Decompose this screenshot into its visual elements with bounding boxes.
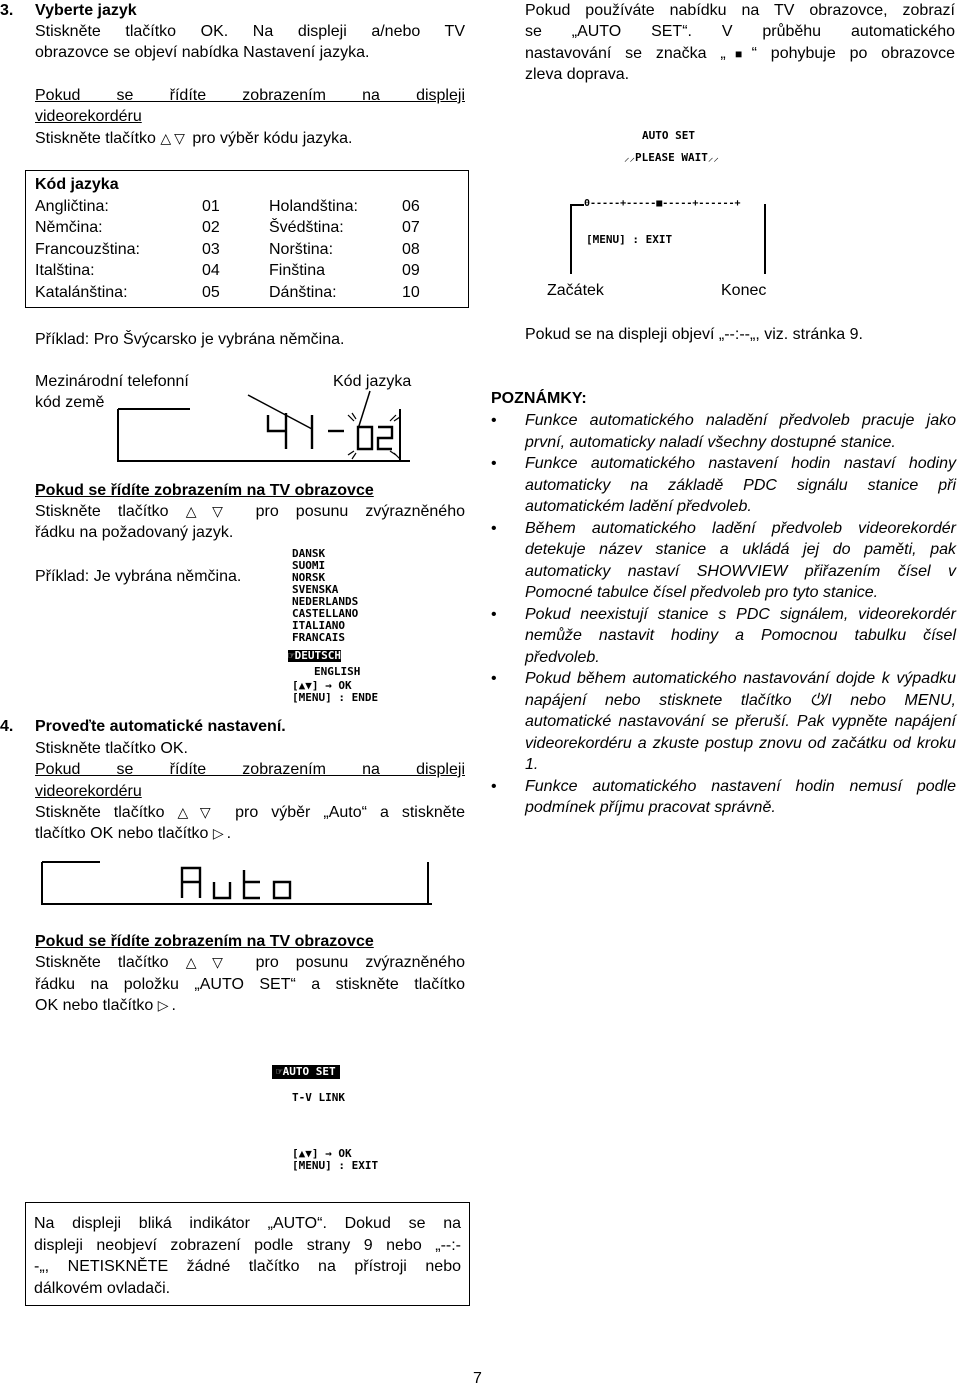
display-note: Pokud se na displeji objeví „--:--„, viz. stránka 9. [525, 326, 863, 343]
osd-language-item: ITALIANO [292, 619, 345, 632]
step3-tv-instr-pre: Stiskněte tlačítko [35, 503, 169, 520]
osd-language-item: ENGLISH [314, 664, 361, 678]
step4-vcr-heading: Pokud se řídíte zobrazením na displeji [35, 761, 465, 778]
step4-line1: Stiskněte tlačítko OK. [35, 740, 188, 757]
step3-tv-instr-post: pro posunu zvýrazněného [255, 503, 465, 520]
language-code-cell: Holandština: [269, 197, 358, 215]
osd-auto-set-nav: [▲▼] → OK [292, 1146, 352, 1160]
step3-example: Příklad: Pro Švýcarsko je vybrána němčina. [35, 331, 345, 348]
language-code-cell: Němčina: [35, 219, 103, 236]
language-code-cell: 08 [402, 240, 420, 258]
osd-please-wait-text: PLEASE WAIT [635, 151, 708, 164]
lcd-language-diagram [100, 385, 440, 480]
step4-tv-heading: Pokud se řídíte zobrazením na TV obrazovce [35, 933, 374, 950]
note-line-4: dálkovém ovladači. [34, 1279, 171, 1297]
osd-language-item: NEDERLANDS [292, 595, 359, 608]
language-code-row [35, 196, 442, 218]
language-code-cell: Katalánština: [35, 283, 128, 301]
step3-vcr-instr-post: pro výběr kódu jazyka. [192, 130, 353, 147]
note-line-1: Na displeji bliká indikátor „AUTO“. Dokud se na [34, 1215, 461, 1232]
osd-language-item: SUOMI [292, 559, 326, 572]
step4-title: Proveďte automatické nastavení. [35, 718, 286, 735]
up-down-arrows-icon: △▽ [185, 503, 239, 519]
step3-tv-heading: Pokud se řídíte zobrazením na TV obrazovce [35, 482, 374, 499]
step4-instr-pre: Stiskněte tlačítko [35, 804, 165, 821]
country-code-label-2: kód země [35, 394, 105, 411]
note-item: • Pokud neexistují stanice s PDC signálem, videorekordér nemůže nastavit hodiny a Pomocnou tabulku čísel předvoleb. [491, 604, 956, 669]
language-code-cell: Angličtina: [35, 197, 109, 215]
notes-title: POZNÁMKY: [491, 390, 587, 407]
osd-language-item [288, 650, 341, 662]
note-item: • Během automatického ladění předvoleb videorekordér detekuje název stanice a ukládá jej do paměti, pak automaticky nastaví SHOWVIEW přiřazením čísel v Pomocné tabulce čísel předvoleb pro tyto stanice. [491, 518, 956, 604]
up-down-arrows-icon: △▽ [185, 954, 239, 970]
osd-language-list [288, 548, 408, 678]
step3-line2: obrazovce se objeví nabídka Nastavení jazyka. [35, 44, 370, 61]
progress-end-line [764, 204, 766, 274]
language-code-cell: 09 [402, 262, 420, 279]
osd-tv-link: T-V LINK [292, 1090, 345, 1104]
osd-progress-menu: [MENU] : EXIT [586, 233, 673, 246]
right-intro-1: Pokud používáte nabídku na TV obrazovce, zobrazí [525, 2, 955, 19]
language-code-cell: Dánština: [269, 283, 337, 301]
language-code-cell: 10 [402, 283, 420, 301]
step4-vcr-heading-2: videorekordéru [35, 783, 142, 800]
right-arrow-icon: ▷ [212, 825, 227, 841]
osd-language-label: DEUTSCH [294, 649, 341, 662]
step4-tv-instruction-2: řádku na položku „AUTO SET“ a stiskněte tlačítko [35, 976, 465, 993]
language-code-row [35, 217, 442, 239]
note-line-3: -„, NETISKNĚTE žádné tlačítko na přístroji nebo [34, 1258, 461, 1275]
step4-tv-instruction-3: OK nebo tlačítko ▷. [35, 997, 176, 1014]
progress-start-line [570, 204, 572, 274]
right-intro-2: se „AUTO SET“. V průběhu automatického [525, 23, 955, 40]
step4-tv-instr-post: pro posunu zvýrazněného [255, 954, 465, 971]
language-code-cell: Norština: [269, 240, 334, 258]
osd-auto-set-menu-exit: [MENU] : EXIT [292, 1158, 379, 1172]
step4-tv-instr-pre: Stiskněte tlačítko [35, 954, 169, 971]
label-start: Začátek [547, 282, 604, 299]
step4-tv-instr-3-text: OK nebo tlačítko [35, 997, 154, 1014]
language-code-cell: Švédština: [269, 219, 344, 236]
osd-auto-set-menu [272, 1060, 432, 1172]
osd-progress-bar: 0-----+-----■-----+------+ [584, 198, 741, 209]
step3-vcr-instruction [35, 128, 352, 150]
osd-language-item: SVENSKA [292, 583, 339, 596]
osd-language-item: FRANCAIS [292, 631, 345, 644]
step3-tv-example: Příklad: Je vybrána němčina. [35, 568, 242, 585]
language-code-row [35, 239, 442, 261]
warning-note-box [25, 1202, 470, 1306]
step4-instruction-2: tlačítko OK nebo tlačítko ▷. [35, 825, 232, 842]
language-code-cell: 01 [202, 197, 220, 215]
step3-title: Vyberte jazyk [35, 2, 137, 19]
language-code-cell: Italština: [35, 262, 95, 279]
language-code-cell: 07 [402, 219, 420, 236]
note-item: • Pokud během automatického nastavování dojde k výpadku napájení nebo stisknete tlačítko ⏻/I nebo MENU, automatické nastavování se přeruší. Pak vypněte napájení videorekordéru a zkuste postup znovu od začátku od kroku 1. [491, 668, 956, 776]
step4-instr-2-text: tlačítko OK nebo tlačítko [35, 825, 209, 842]
osd-language-item: CASTELLANO [292, 607, 359, 620]
osd-language-item: DANSK [292, 547, 326, 560]
step3-vcr-heading-2: videorekordéru [35, 108, 142, 125]
osd-language-menu [288, 548, 408, 704]
right-intro-3-pre: nastavování se značka „ [525, 45, 726, 62]
language-code-row [35, 260, 442, 282]
step3-tv-instruction-2: řádku na požadovaný jazyk. [35, 524, 234, 541]
osd-progress-title: AUTO SET [642, 129, 695, 142]
language-code-cell: 03 [202, 240, 220, 258]
language-code-cell: Finština [269, 262, 326, 279]
language-code-row [35, 282, 442, 304]
progress-start-marker [570, 204, 584, 206]
language-code-label: Kód jazyka [333, 373, 412, 390]
right-intro-3 [525, 43, 955, 66]
step4-instr-post: pro výběr „Auto“ a stiskněte [235, 804, 465, 821]
osd-progress-diagram [540, 100, 800, 310]
square-marker-icon: ■ [725, 47, 752, 61]
page-number: 7 [473, 1370, 482, 1387]
language-code-cell: 02 [202, 219, 220, 236]
label-end: Konec [721, 282, 767, 299]
up-down-arrows-icon: △▽ [160, 130, 188, 146]
right-intro-4: zleva doprava. [525, 66, 630, 83]
osd-language-row [288, 644, 408, 666]
step3-line1: Stiskněte tlačítko OK. Na displeji a/nebo TV [35, 23, 465, 40]
language-code-title: Kód jazyka [35, 176, 119, 193]
step3-number: 3. [0, 2, 14, 19]
note-item: • Funkce automatického naladění předvoleb pracuje jako první, automaticky naladí všechny dostupné stanice. [491, 410, 956, 453]
note-item: • Funkce automatického nastavení hodin nastaví hodiny automaticky na základě PDC signálu stanice při automatickém ladění předvoleb. [491, 453, 956, 518]
country-code-label-1: Mezinárodní telefonní [35, 373, 189, 390]
right-intro-3-post: “ pohybuje po obrazovce [751, 45, 955, 62]
lcd-auto-display [40, 858, 460, 908]
language-code-cell: Francouzština: [35, 240, 140, 258]
language-code-table [25, 170, 469, 308]
osd-please-wait: ⸝⸝PLEASE WAIT⸝⸝ [624, 151, 719, 164]
hand-pointer-icon: ☞ [288, 649, 295, 662]
note-line-2: displeji neobjeví zobrazení podle strany 9 nebo „--:- [34, 1236, 461, 1254]
osd-language-nav: [▲▼] → OK [292, 678, 352, 692]
osd-auto-set-selected [272, 1065, 340, 1079]
osd-language-menu-end: [MENU] : ENDE [292, 690, 379, 704]
notes-list [491, 410, 956, 819]
step3-tv-instruction [35, 501, 465, 523]
step4-number: 4. [0, 718, 14, 735]
language-code-cell: 05 [202, 283, 220, 301]
step4-instruction [35, 802, 465, 824]
osd-auto-set-label: AUTO SET [282, 1065, 336, 1078]
language-code-cell: 04 [202, 262, 220, 279]
step3-vcr-heading: Pokud se řídíte zobrazením na displeji [35, 87, 465, 104]
step4-tv-instruction [35, 952, 465, 974]
step3-vcr-instr-pre: Stiskněte tlačítko [35, 130, 156, 147]
note-item: • Funkce automatického nastavení hodin nemusí podle podmínek příjmu pracovat správně. [491, 776, 956, 819]
language-code-rows [35, 196, 442, 304]
up-down-arrows-icon: △▽ [177, 804, 223, 820]
right-arrow-icon: ▷ [157, 997, 172, 1013]
language-code-cell: 06 [402, 197, 420, 215]
osd-language-item: NORSK [292, 571, 326, 584]
hand-pointer-icon: ☞ [276, 1065, 283, 1078]
